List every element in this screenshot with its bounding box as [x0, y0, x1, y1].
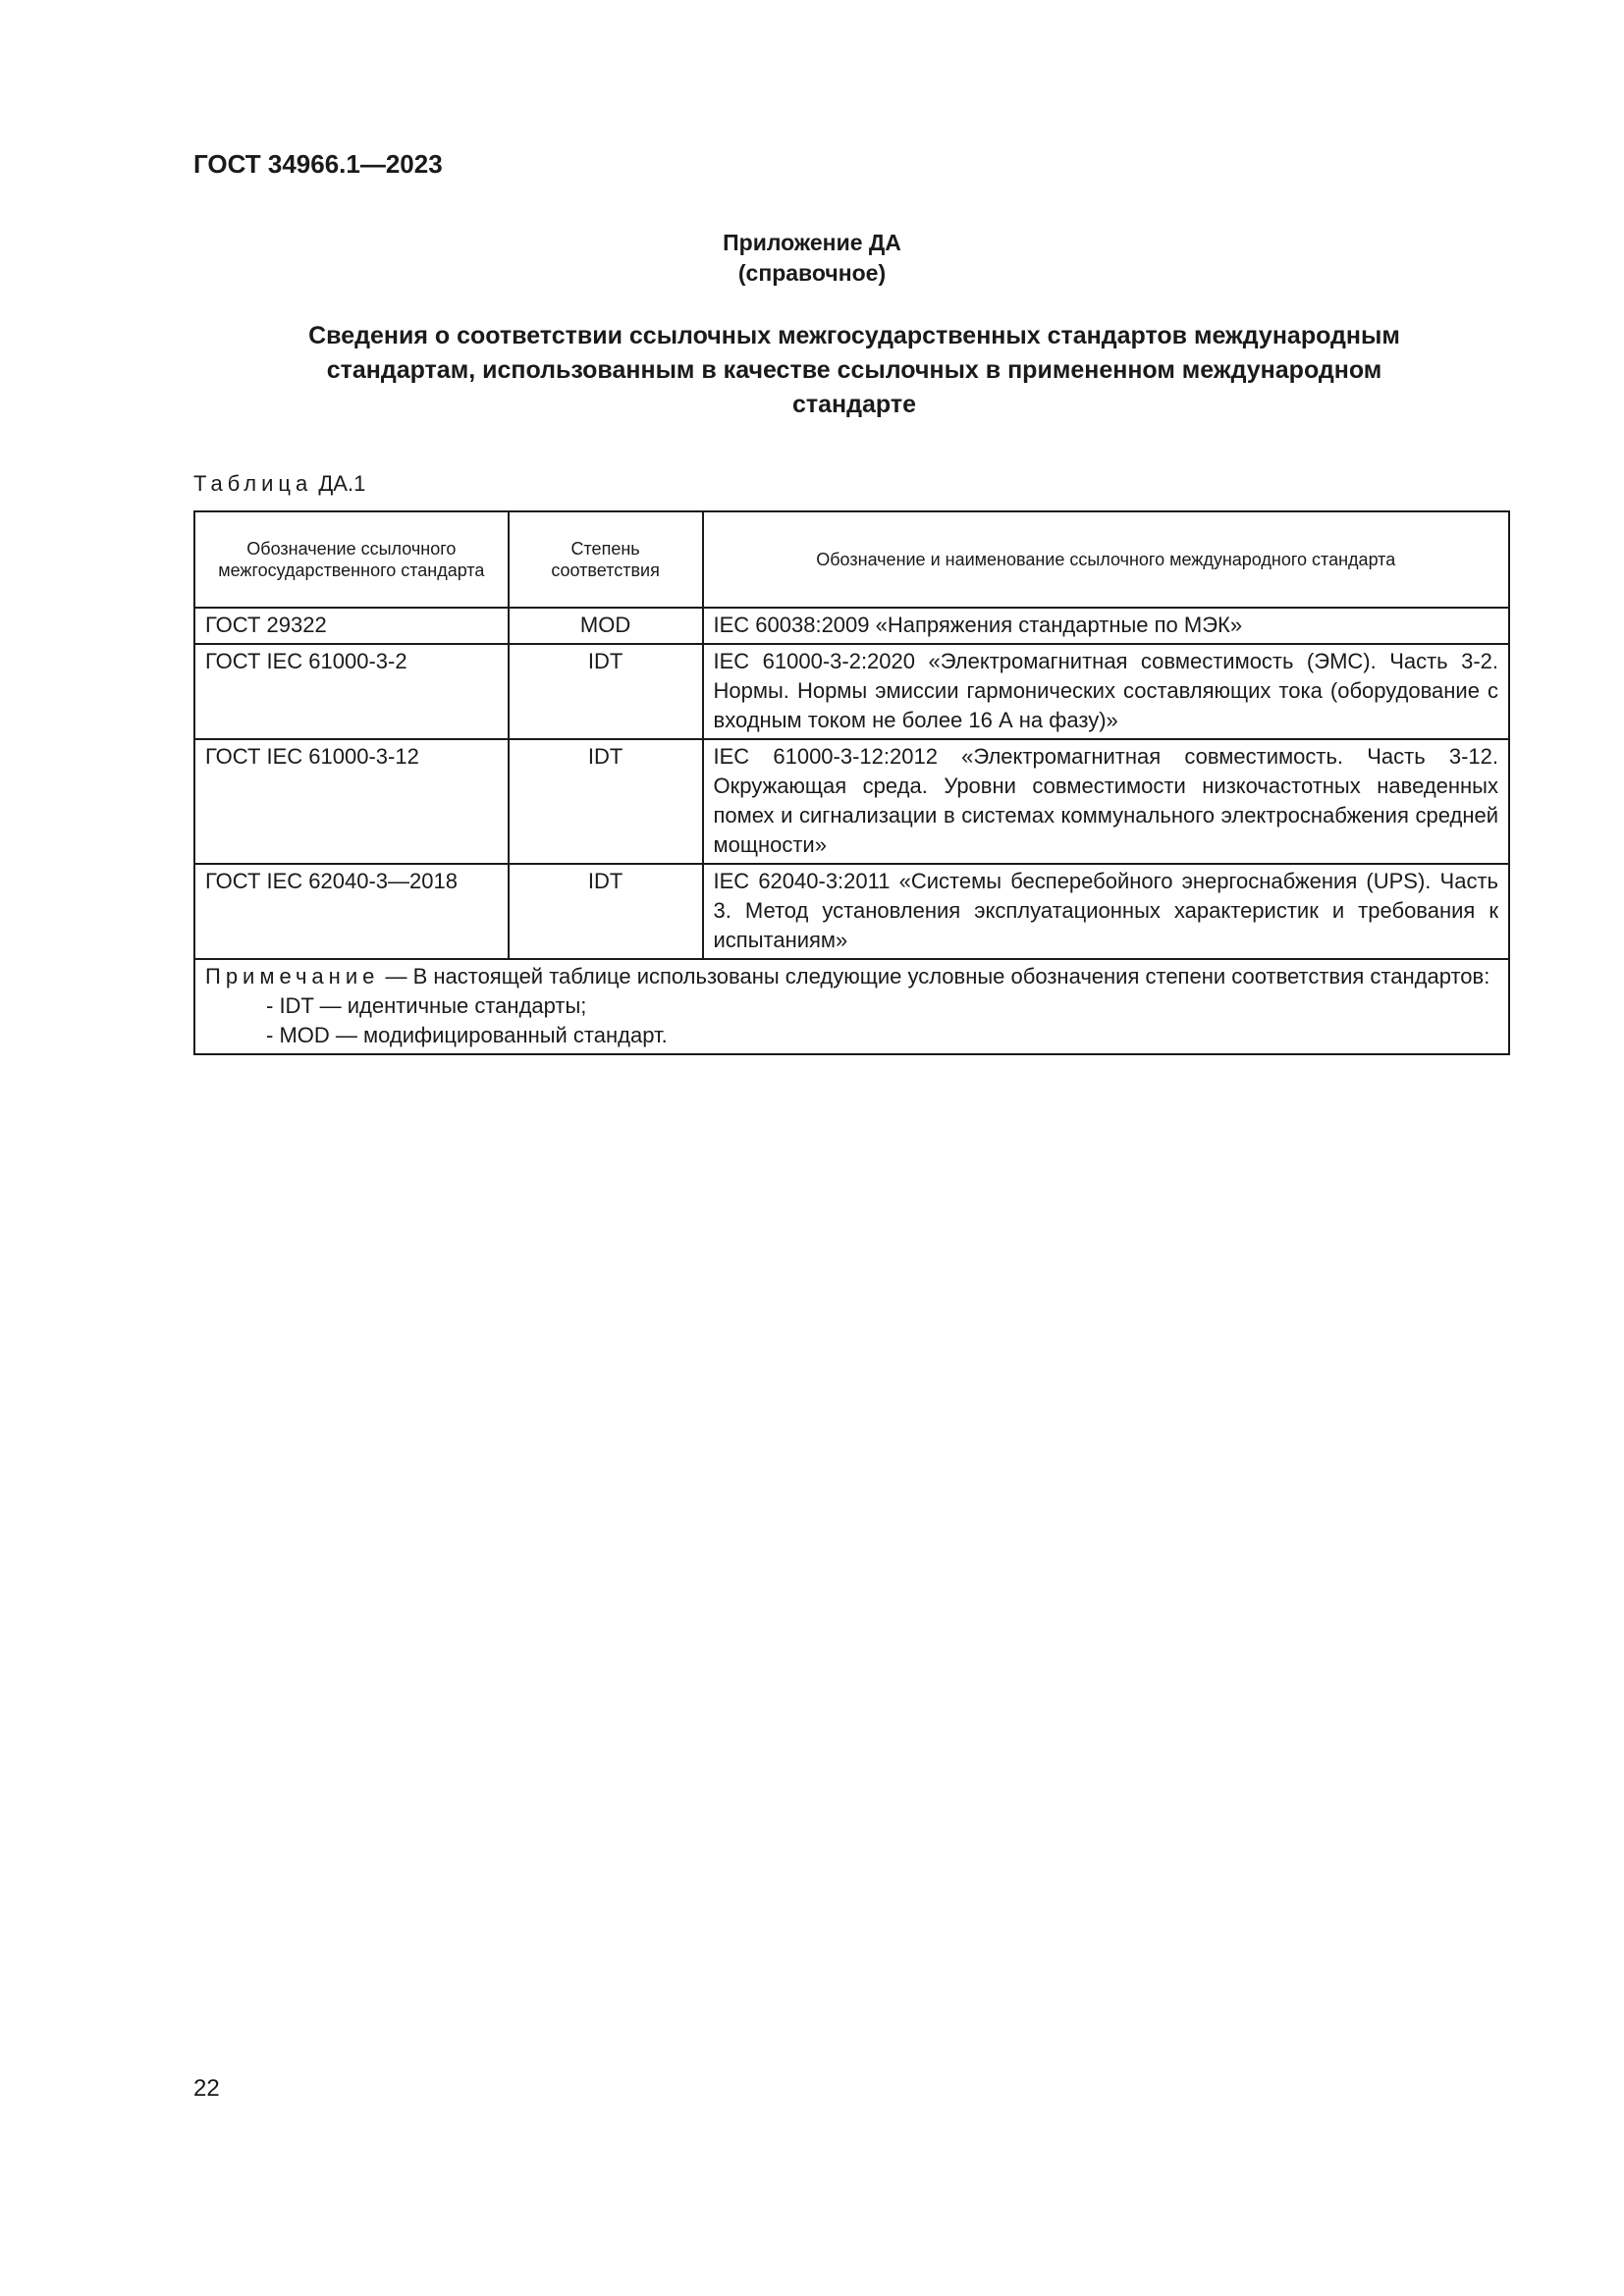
section-title-line-3: стандарте: [791, 391, 916, 418]
cell-degree: IDT: [509, 739, 703, 864]
table-row: [194, 608, 1509, 644]
table-row: [194, 739, 1509, 864]
note-item-idt: - IDT — идентичные стандарты;: [266, 993, 587, 1018]
table-caption-word: Таблица: [193, 471, 313, 496]
cell-gost: ГОСТ IEC 61000-3-12: [194, 739, 509, 864]
cell-international-standard: IEC 61000-3-12:2012 «Электромагнитная совместимость. Часть 3-12. Окружающая среда. Уровни совместимости низкочастотных наведенных помех и сигнализации в системах коммунального электроснабжения средней мощности»: [703, 739, 1510, 864]
section-title-line-1: Сведения о соответствии ссылочных межгосударственных стандартов международным: [308, 322, 1400, 349]
document-id-header: ГОСТ 34966.1—2023: [193, 149, 443, 179]
note-label: Примечание: [205, 964, 380, 988]
appendix-heading: [0, 228, 1624, 289]
table-row: [194, 864, 1509, 959]
cell-gost: ГОСТ IEC 61000-3-2: [194, 644, 509, 739]
appendix-subtitle: (справочное): [737, 260, 887, 286]
page-number: 22: [193, 2075, 220, 2102]
header-interstate-standard: Обозначение ссылочного межгосударственного стандарта: [194, 511, 509, 608]
appendix-title: Приложение ДА: [723, 230, 901, 255]
table-header-row: [194, 511, 1509, 608]
section-title-line-2: стандартам, использованным в качестве ссылочных в примененном международном: [326, 356, 1382, 384]
header-international-standard: Обозначение и наименование ссылочного международного стандарта: [703, 511, 1510, 608]
cell-degree: MOD: [509, 608, 703, 644]
section-title: [226, 319, 1483, 422]
table-caption-number: ДА.1: [318, 471, 366, 496]
table-note: [194, 959, 1509, 1054]
cell-international-standard: IEC 60038:2009 «Напряжения стандартные по МЭК»: [703, 608, 1510, 644]
cell-degree: IDT: [509, 864, 703, 959]
note-item-mod: - MOD — модифицированный стандарт.: [266, 1023, 668, 1047]
cell-gost: ГОСТ 29322: [194, 608, 509, 644]
table-caption: [193, 471, 365, 497]
cell-degree: IDT: [509, 644, 703, 739]
table-row: [194, 644, 1509, 739]
note-text: — В настоящей таблице использованы следующие условные обозначения степени соответствия стандартов:: [379, 964, 1490, 988]
cell-international-standard: IEC 62040-3:2011 «Системы бесперебойного энергоснабжения (UPS). Часть 3. Метод установления эксплуатационных характеристик и требования к испытаниям»: [703, 864, 1510, 959]
table-note-row: [194, 959, 1509, 1054]
cell-gost: ГОСТ IEC 62040-3—2018: [194, 864, 509, 959]
cell-international-standard: IEC 61000-3-2:2020 «Электромагнитная совместимость (ЭМС). Часть 3-2. Нормы. Нормы эмиссии гармонических составляющих тока (оборудование с входным током не более 16 А на фазу)»: [703, 644, 1510, 739]
standards-table: [193, 510, 1510, 1055]
note-paragraph: [205, 962, 1498, 991]
header-degree: Степень соответствия: [509, 511, 703, 608]
